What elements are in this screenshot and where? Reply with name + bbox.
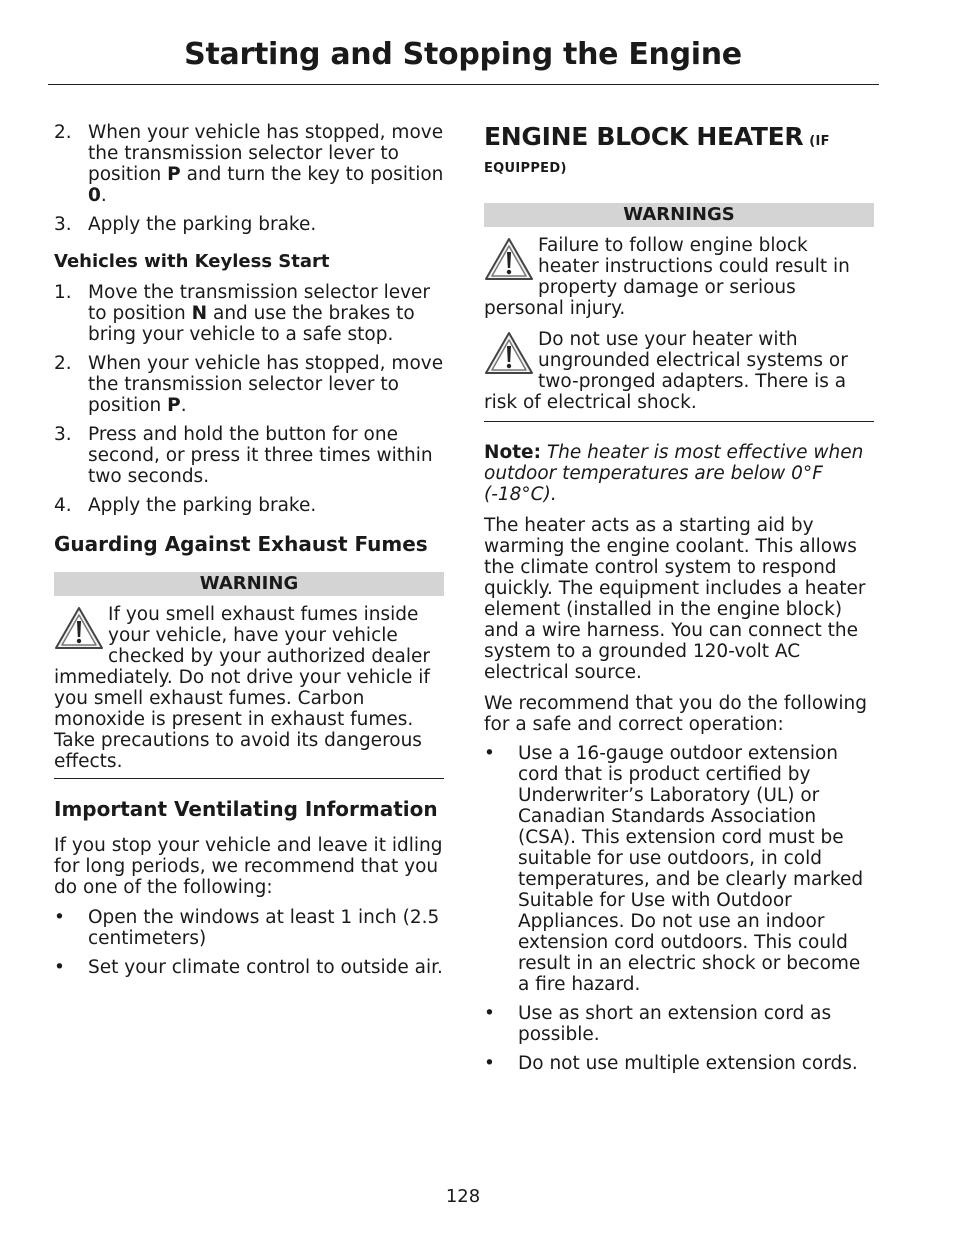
title-divider — [48, 84, 879, 85]
recommendation-intro: We recommend that you do the following for a safe and correct operation: — [484, 693, 867, 735]
list-item — [54, 122, 444, 206]
warning-text: Failure to follow engine block heater instructions could result in property damage or serious personal injury. — [484, 235, 850, 319]
item-text: Apply the parking brake. — [88, 495, 317, 516]
list-item — [54, 424, 444, 487]
exhaust-fumes-heading: Guarding Against Exhaust Fumes — [54, 532, 428, 556]
warnings-label-bar: WARNINGS — [484, 203, 874, 227]
list-item — [54, 282, 444, 345]
list-item — [54, 957, 444, 978]
item-text: Do not use multiple extension cords. — [518, 1053, 858, 1074]
warning-triangle-icon — [484, 331, 534, 375]
item-text: Open the windows at least 1 inch (2.5 centimeters) — [88, 907, 440, 949]
keyless-start-heading: Vehicles with Keyless Start — [54, 251, 330, 272]
ventilating-bullets — [54, 907, 444, 978]
heater-description: The heater acts as a starting aid by warming the engine coolant. This allows the climate control system to respond quickly. The equipment includes a heater element (installed in the engine block) and a wire harness. You can connect the system to a grounded 120-volt AC electrical source. — [484, 515, 866, 683]
right-column — [484, 122, 874, 1082]
item-text: When your vehicle has stopped, move the transmission selector lever to position P and turn the key to position 0. — [88, 122, 444, 206]
warning-triangle-icon — [54, 606, 104, 650]
warning-text: Do not use your heater with ungrounded electrical systems or two-pronged adapters. There is a risk of electrical shock. — [484, 329, 848, 413]
heater-bullets — [484, 743, 874, 1074]
page-number: 128 — [445, 1186, 481, 1207]
item-number: 2. — [54, 122, 72, 143]
list-item — [484, 1003, 874, 1045]
engine-block-heater-heading: ENGINE BLOCK HEATER (IF — [484, 122, 830, 151]
item-number: 1. — [54, 282, 72, 303]
item-number: 3. — [54, 424, 72, 445]
bullet-dot: • — [484, 1053, 495, 1074]
steps-list-a — [54, 122, 444, 235]
item-text: Use as short an extension cord as possible. — [518, 1003, 832, 1045]
ventilating-intro: If you stop your vehicle and leave it idling for long periods, we recommend that you do one of the following: — [54, 835, 443, 898]
heater-warning — [484, 235, 874, 319]
list-item — [54, 495, 444, 516]
item-text: Press and hold the button for one second, or press it three times within two seconds. — [88, 424, 433, 487]
item-number: 3. — [54, 214, 72, 235]
steps-list-b — [54, 282, 444, 516]
list-item — [54, 353, 444, 416]
note: Note: The heater is most effective when outdoor temperatures are below 0°F (-18°C). — [484, 442, 864, 505]
bullet-dot: • — [484, 743, 495, 764]
warning-label-bar: WARNING — [54, 572, 444, 596]
item-text: Use a 16-gauge outdoor extension cord that is product certified by Underwriter’s Laboratory (UL) or Canadian Standards Association (CSA). This extension cord must be suitable for use outdoors, in cold temperatures, and be clearly marked Suitable for Use with Outdoor Appliances. Do not use an indoor extension cord outdoors. This could result in an electric shock or become a fire hazard. — [518, 743, 864, 995]
list-item — [484, 1053, 874, 1074]
item-text: When your vehicle has stopped, move the transmission selector lever to position P. — [88, 353, 444, 416]
bullet-dot: • — [54, 957, 65, 978]
item-text: Move the transmission selector lever to position N and use the brakes to bring your vehicle to a safe stop. — [88, 282, 431, 345]
bullet-dot: • — [484, 1003, 495, 1024]
ventilating-heading: Important Ventilating Information — [54, 797, 438, 821]
heater-warning — [484, 329, 874, 413]
item-number: 4. — [54, 495, 72, 516]
list-item — [54, 907, 444, 949]
page-title: Starting and Stopping the Engine — [184, 37, 742, 72]
list-item — [54, 214, 444, 235]
item-number: 2. — [54, 353, 72, 374]
warning-text: If you smell exhaust fumes inside your vehicle, have your vehicle checked by your authorized dealer immediately. Do not drive your vehicle if you smell exhaust fumes. Carbon monoxide is present in exhaust fumes. Take precautions to avoid its dangerous effects. — [54, 604, 430, 772]
exhaust-warning — [54, 604, 444, 772]
heading-suffix: EQUIPPED) — [484, 161, 567, 176]
section-divider — [484, 421, 874, 422]
section-divider — [54, 778, 444, 779]
item-text: Set your climate control to outside air. — [88, 957, 443, 978]
left-column — [54, 122, 444, 986]
list-item — [484, 743, 874, 995]
bullet-dot: • — [54, 907, 65, 928]
item-text: Apply the parking brake. — [88, 214, 317, 235]
warning-triangle-icon — [484, 237, 534, 281]
